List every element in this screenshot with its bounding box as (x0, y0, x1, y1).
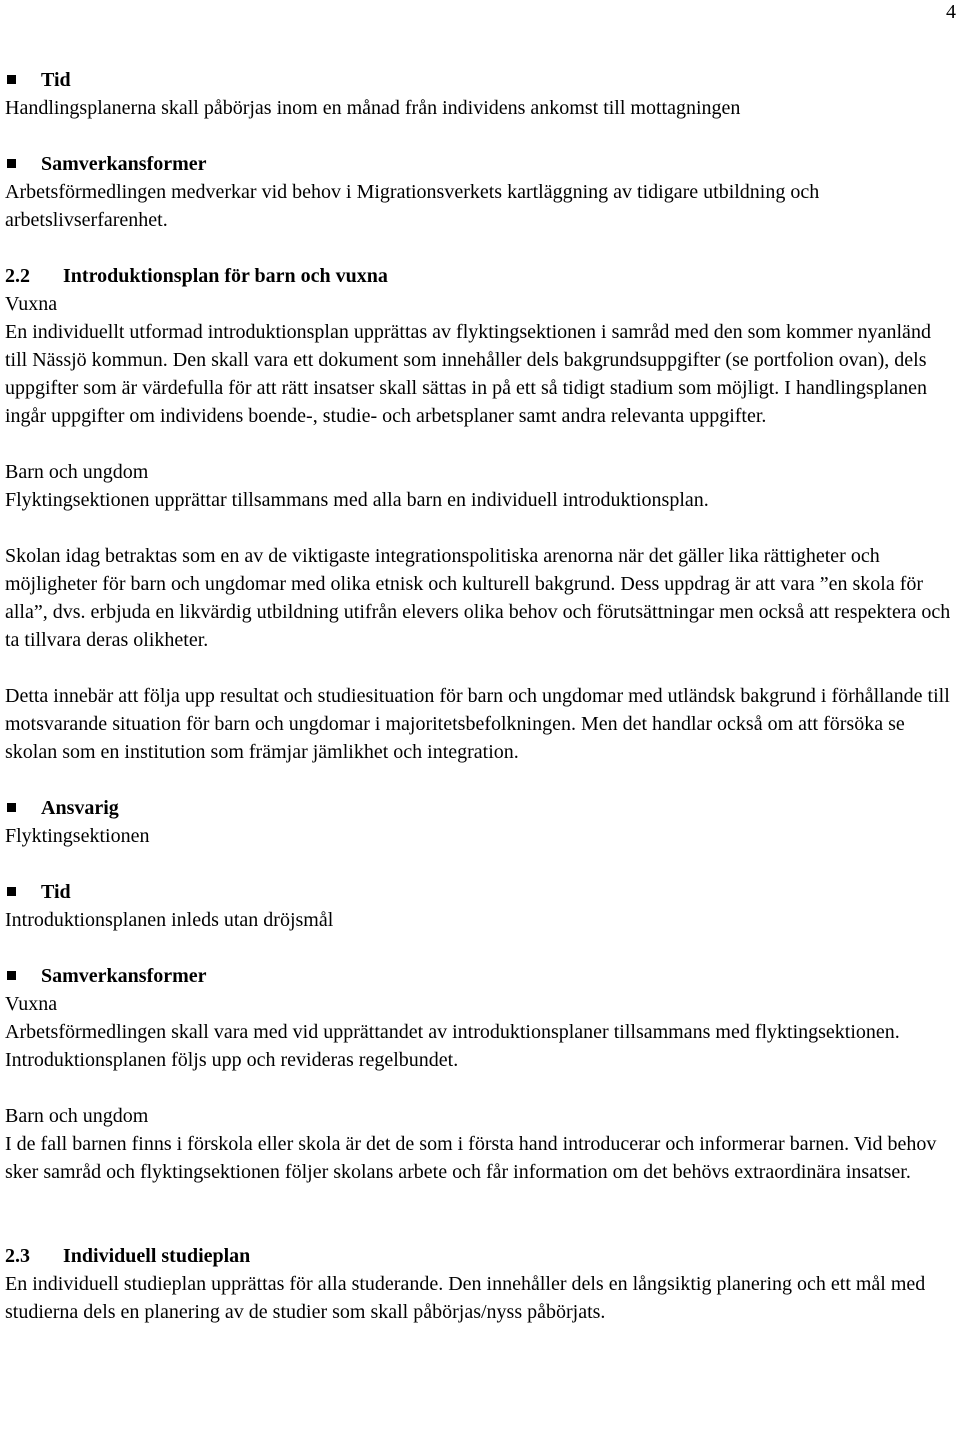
body-paragraph: Flyktingsektionen upprättar tillsammans med alla barn en individuell introduktionsplan. (5, 489, 709, 511)
paragraph-spacer (5, 430, 957, 458)
section-title: Introduktionsplan för barn och vuxna (63, 265, 388, 287)
body-paragraph: Arbetsförmedlingen medverkar vid behov i Migrationsverkets kartläggning av tidigare utbildning och arbetslivserfarenhet. (5, 181, 820, 231)
subsection-label: Vuxna (5, 993, 58, 1015)
section-title: Individuell studieplan (63, 1245, 251, 1267)
bullet-heading (5, 962, 957, 990)
document-body (5, 66, 957, 1326)
bullet-heading-text: Tid (41, 881, 71, 903)
body-paragraph: En individuellt utformad introduktionsplan upprättas av flyktingsektionen i samråd med den som kommer nyanländ till Nässjö kommun. Den skall vara ett dokument som innehåller dels bakgrundsuppgifter (se portfolion ovan), dels uppgifter som är värdefulla för att rätt insatser skall sättas in på ett så tidigt stadium som möjligt. I handlingsplanen ingår uppgifter om individens boende-, studie- och arbetsplaner samt andra relevanta uppgifter. (5, 321, 931, 427)
paragraph-spacer (5, 122, 957, 150)
subsection-label: Barn och ungdom (5, 461, 149, 483)
body-paragraph: I de fall barnen finns i förskola eller skola är det de som i första hand introducerar och informerar barnen. Vid behov sker samråd och flyktingsektionen följer skolans arbete och får information om det behövs extraordinära insatser. (5, 1133, 937, 1183)
body-paragraph: En individuell studieplan upprättas för alla studerande. Den innehåller dels en långsiktig planering och ett mål med studierna dels en planering av de studier som skall påbörjas/nyss påbörjats. (5, 1273, 926, 1323)
bullet-heading (5, 150, 957, 178)
body-paragraph: Handlingsplanerna skall påbörjas inom en månad från individens ankomst till mottagningen (5, 97, 741, 119)
body-paragraph: Arbetsförmedlingen skall vara med vid upprättandet av introduktionsplaner tillsammans med flyktingsektionen. Introduktionsplanen följs upp och revideras regelbundet. (5, 1021, 900, 1071)
section-heading (5, 1242, 957, 1270)
square-bullet-icon (7, 887, 16, 896)
square-bullet-icon (7, 159, 16, 168)
section-number: 2.2 (5, 265, 30, 287)
body-paragraph: Skolan idag betraktas som en av de viktigaste integrationspolitiska arenorna när det gäller lika rättigheter och möjligheter för barn och ungdomar med olika etnisk och kulturell bakgrund. Dess uppdrag är att vara ”en skola för alla”, dvs. erbjuda en likvärdig utbildning utifrån elevers olika behov och förutsättningar men också att respektera och ta tillvara deras olikheter. (5, 545, 951, 651)
section-heading (5, 262, 957, 290)
paragraph-spacer (5, 654, 957, 682)
subsection-label: Vuxna (5, 293, 58, 315)
body-paragraph: Flyktingsektionen (5, 825, 150, 847)
square-bullet-icon (7, 803, 16, 812)
page-number: 4 (946, 1, 956, 23)
body-paragraph: Detta innebär att följa upp resultat och studiesituation för barn och ungdomar med utländsk bakgrund i förhållande till motsvarande situation för barn och ungdomar i majoritetsbefolkningen. Men det handlar också om att försöka se skolan som en institution som främjar jämlikhet och integration. (5, 685, 950, 763)
bullet-heading (5, 794, 957, 822)
bullet-heading-text: Samverkansformer (41, 153, 207, 175)
paragraph-spacer (5, 514, 957, 542)
bullet-heading (5, 66, 957, 94)
bullet-heading (5, 878, 957, 906)
paragraph-spacer (5, 766, 957, 794)
bullet-heading-text: Ansvarig (41, 797, 119, 819)
paragraph-spacer (5, 1074, 957, 1102)
bullet-heading-text: Tid (41, 69, 71, 91)
square-bullet-icon (7, 971, 16, 980)
section-number: 2.3 (5, 1245, 30, 1267)
paragraph-spacer (5, 1186, 957, 1214)
subsection-label: Barn och ungdom (5, 1105, 149, 1127)
paragraph-spacer (5, 850, 957, 878)
square-bullet-icon (7, 75, 16, 84)
body-paragraph: Introduktionsplanen inleds utan dröjsmål (5, 909, 334, 931)
paragraph-spacer (5, 234, 957, 262)
paragraph-spacer (5, 1214, 957, 1242)
paragraph-spacer (5, 934, 957, 962)
bullet-heading-text: Samverkansformer (41, 965, 207, 987)
